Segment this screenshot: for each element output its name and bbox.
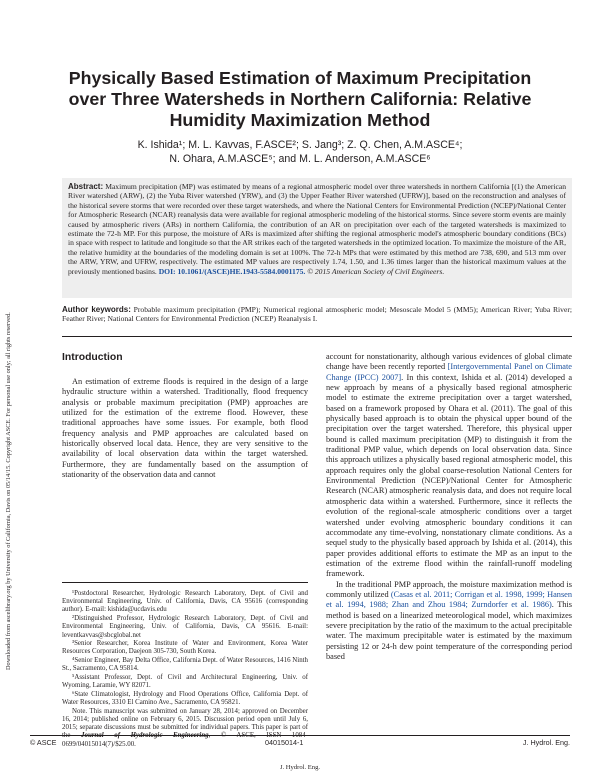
bottom-journal-label: J. Hydrol. Eng. — [279, 764, 321, 771]
right-column-body — [326, 352, 572, 734]
footer-copyright: © ASCE — [30, 738, 57, 747]
intro-paragraph: An estimation of extreme floods is required in the design of a large hydraulic structure within a watershed. Traditionally, flood frequency analysis or probable maximum precipitation (PMP) approaches are utilized for the estimation of the extreme flood. However, these traditional approaches have some issues. For example, both flood frequency analysis and PMP approaches are calculated based on historically observed local data. Hence, they are very sensitive to the availability of local observation data within the target watershed. Furthermore, they are fundamentally based on the assumption of stationarity of the observation data and cannot — [62, 377, 308, 480]
body-paragraph — [326, 580, 572, 663]
author-line: K. Ishida¹; M. L. Kavvas, F.ASCE²; S. Jang³; Z. Q. Chen, A.M.ASCE⁴; — [137, 139, 463, 151]
citation-link[interactable]: [Intergovernmental Panel on Climate Change (IPCC) 2007] — [326, 362, 572, 382]
author-list — [30, 138, 570, 166]
body-text: . In this context, Ishida et al. (2014) developed a new approach by means of a physically based regional atmospheric model to estimate the extreme precipitation over a target watershed, based on a framework proposed by Ohara et al. (2011). The goal of this physically based approach is to obtain the physical upper bound of the precipitation over the target watershed. Therefore, this physical upper bound is called maximum precipitation (MP) to distinguish it from the traditional PMP value, which depends on local observation data. Since this approach utilizes a physically based regional atmospheric model, this approach requires only the global coarse-resolution National Centers for Environmental Prediction (NCEP)/National Center for Atmospheric Research (NCAR) atmospheric reanalysis data, and does not require local atmospheric data within a watershed. Furthermore, since it reflects the evolution of the regional-scale atmospheric conditions over a target watershed under evolving atmospheric boundary conditions it can accommodate any time-evolving, nonstationary climate conditions. As a sequel study to the physically based approach by Ishida et al. (2014), this paper provides additional efforts to estimate the MP as an input to the estimation of the extreme flood within the rainfall-runoff modeling framework. — [326, 372, 572, 579]
copyright-line: © 2015 American Society of Civil Engineers. — [307, 266, 445, 276]
footer-divider — [30, 735, 570, 736]
section-heading-introduction: Introduction — [62, 352, 123, 363]
abstract-text: Maximum precipitation (MP) was estimated by means of a regional atmospheric model over three watersheds in northern California [(1) the American River watershed (ARW), (2) the Yuba River watershed (YRW), and (3) the Upper Feather River watershed (UFRW)], based on the reconstruction and analyses of the historical severe storms that were recorded over these target watersheds, and where the National Centers for Environmental Prediction (NCEP)/National Center for Atmospheric Research (NCAR) reanalysis data were available for regional atmospheric modeling of the historical storms. Since severe storm events are mainly caused by atmospheric rivers (ARs) in northern California, the contribution of an AR on precipitation over each of the targeted watersheds is maximized to estimate the 72-h MP. For this purpose, the moisture of ARs is maximized after shifting the regional atmospheric model's atmospheric boundary conditions (BCs) in space with respect to latitude and longitude so that the AR strikes each of the targeted watersheds in the optimized location. To maximize the moisture of the AR, the relative humidity at the boundaries of the modeling domain is set at 100%. The 72-h MPs that were estimated by this method are 738, 690, and 513 mm over the ARW, YRW, and UFRW, respectively. The estimated MP values are respectively 1.74, 1.50, and 1.36 times larger than the historical maximum values at the previously mentioned basins. — [68, 182, 566, 276]
footnote: ⁴Senior Engineer, Bay Delta Office, California Dept. of Water Resources, 1416 Ninth St., Sacramento, CA 95814. — [62, 657, 308, 673]
submission-note-tail: , © ASCE, ISSN 1084-0699/04015014(7)/$25.00. — [62, 732, 308, 748]
download-notice-text: Downloaded from ascelibrary.org by University of California, Davis on 05/14/15. Copyright ASCE. For personal use only; all rights reserved. — [5, 312, 12, 670]
journal-name: Journal of Hydrologic Engineering — [81, 732, 209, 740]
body-text: account for nonstationarity, although various evidences of global climate change have been recently reported — [326, 352, 572, 372]
left-column-body — [62, 377, 308, 545]
abstract-label: Abstract: — [68, 182, 104, 191]
footer-journal: J. Hydrol. Eng. — [522, 738, 570, 747]
keywords-label: Author keywords: — [62, 305, 131, 314]
body-paragraph — [326, 352, 572, 580]
body-text: . This method is based on a linearized meteorological model, which maximizes severe precipitation by the ratio of the maximum to the actual precipitable water. The maximum precipitable water is estimated by the maximum persisting 12 or 24-h dew point temperature of the corresponding period based — [326, 600, 572, 661]
footnote: ²Distinguished Professor, Hydrologic Research Laboratory, Dept. of Civil and Environmental Engineering, Univ. of California, Davis, CA 95616. E-mail: leventkavvas@sbcglobal.net — [62, 615, 308, 639]
footer-page-id: 04015014-1 — [265, 738, 304, 747]
header-divider — [62, 336, 572, 337]
footnote: ⁶State Climatologist, Hydrology and Flood Operations Office, California Dept. of Water Resources, 3310 El Camino Ave., Sacramento, CA 95821. — [62, 690, 308, 707]
author-keywords — [62, 305, 572, 324]
submission-note-text: Note. This manuscript was submitted on January 28, 2014; approved on December 16, 2014; published online on February 6, 2015. Discussion period open until July 6, 2015; separate discussions must be submitted for individual papers. This paper is part of the — [62, 707, 308, 740]
abstract-box — [62, 178, 572, 298]
footnote: ⁵Assistant Professor, Dept. of Civil and Architectural Engineering, Univ. of Wyoming, Laramie, WY 82071. — [62, 674, 308, 690]
title-line: Physically Based Estimation of Maximum Precipitation — [68, 68, 532, 88]
footnote: ¹Postdoctoral Researcher, Hydrologic Research Laboratory, Dept. of Civil and Environmental Engineering, Univ. of California, Davis, CA 95616 (corresponding author). E-mail: kishida@ucdavis.edu — [62, 590, 308, 614]
download-notice — [2, 150, 16, 670]
doi-link[interactable]: DOI: 10.1061/(ASCE)HE.1943-5584.0001175. — [158, 266, 306, 276]
footnote-divider — [62, 582, 308, 583]
title-line: over Three Watersheds in Northern California: Relative — [68, 89, 532, 109]
footnotes — [62, 590, 308, 749]
body-text: In the traditional PMP approach, the moisture maximization method is commonly utilized — [326, 579, 572, 599]
keywords-text: Probable maximum precipitation (PMP); Numerical regional atmospheric model; Mesoscale Model 5 (MM5); American River; Yuba River; Feather River; National Centers for Environmental Prediction (NCEP) Reanalysis I. — [62, 305, 572, 324]
author-line: N. Ohara, A.M.ASCE⁵; and M. L. Anderson, A.M.ASCE⁶ — [169, 153, 431, 165]
citation-link[interactable]: (Casas et al. 2011; Corrigan et al. 1998, 1999; Hansen et al. 1994, 1988; Zhan and Zhou 1984; Zurndorfer et al. 1986) — [326, 589, 572, 610]
paper-title — [30, 68, 570, 131]
title-line: Humidity Maximization Method — [169, 110, 431, 130]
footnote: ³Senior Researcher, Korea Institute of Water and Environment, Korea Water Resources Corporation, Daejeon 305-730, South Korea. — [62, 640, 308, 656]
